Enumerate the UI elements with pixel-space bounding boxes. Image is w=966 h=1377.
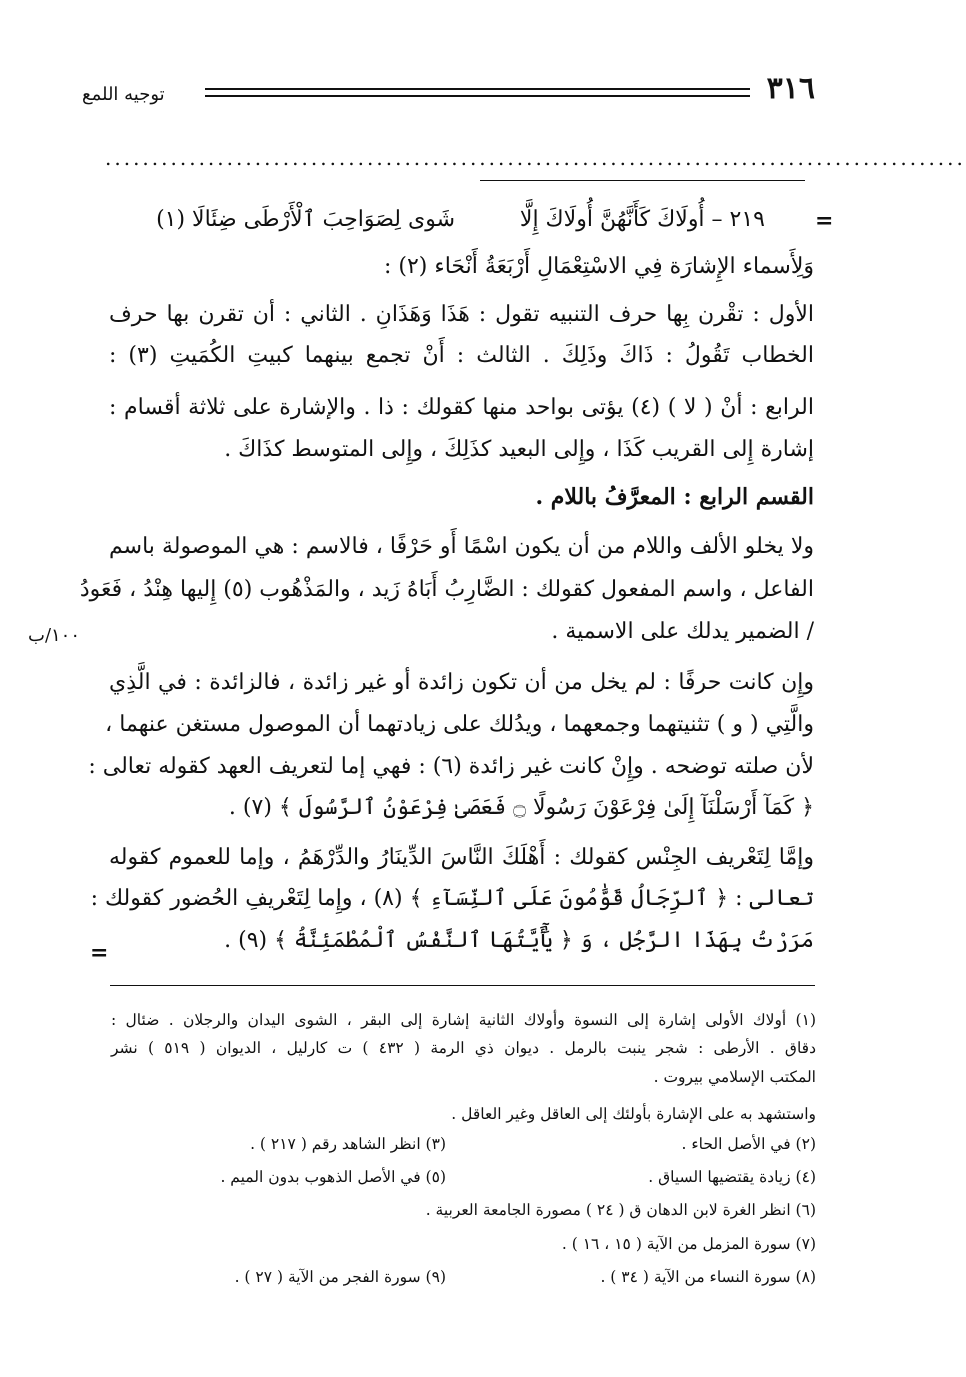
footnote-9: (٩) سورة الفجر من الآية ( ٢٧ ) . xyxy=(234,1268,446,1286)
footnote-4: (٤) زيادة يقتضيها السياق . xyxy=(648,1168,816,1186)
footnote-3: (٣) انظر الشاهد رقم ( ٢١٧ ) . xyxy=(250,1135,446,1153)
body-line: تعالى : ﴿ ٱلرِّجَالُ قَوَّٰمُونَ عَلَى ٱلنِّسَآءِ ﴾ (٨) ، وإِما لِتَعْريفِ الحُضور كقولك : xyxy=(90,886,814,911)
footnote-1-line: دقاق . الأرطى : شجر ينبت بالرمل . ديوان ذي الرمة ( ٤٣٢ ) ت كارليل ، الديوان ( ٥١٩ ) نشر xyxy=(111,1039,816,1057)
body-line: مَرَرْتُ بِهَذَا الرَّجُل ، وَ ﴿ يَٰٓأَيَّتُهَا ٱلنَّفْسُ ٱلْمُطْمَئِنَّةُ ﴾ (٩) . xyxy=(224,928,814,953)
footnote-1-line: المكتب الإسلامي بيروت . xyxy=(653,1068,816,1086)
body-line: وَلِأَسماء الإِشارَة فِي الاسْتِعْمَالِ أَرْبَعَةُ أَنْحَاء (٢) : xyxy=(383,254,814,279)
footnote-6: (٦) انظر الغرة لابن الدهان ق ( ٢٤ ) مصورة الجامعة العربية . xyxy=(425,1201,816,1219)
equals-mark-bottom: = xyxy=(90,940,109,966)
footnote-rule xyxy=(110,985,815,986)
footnote-5: (٥) في الأصل الذهوب بدون الميم . xyxy=(220,1168,446,1186)
body-line: الأول : تقْرن بِها حرف التنبيه تقول : هَذَا وَهَذَانِ . الثاني : أن تقرن بها حرف xyxy=(109,302,814,327)
body-line: وإمَّا لِتَعْريف الجِنْس كقولك : أَهْلَكَ النَّاسَ الدِّينَارُ والدِّرْهَمُ ، وإما للعموم كقوله xyxy=(109,845,814,870)
footnote-1-line: (١) أولاك الأولى إشارة إلى النسوة وأولاك الثانية إشارة إلى البقر ، الشوى اليدان والرجلان . ضئال : xyxy=(111,1011,816,1029)
body-line: لأن صلته توضحه . وإِنْ كانت غير زائدة (٦) : فهي إما لتعريف العهد كقوله تعالى : xyxy=(88,754,814,779)
manuscript-folio-note: ١٠٠/ب xyxy=(28,625,81,646)
verse-second-half: شَوى لِصَوَاحِبَ ٱلْأَرْطَى ضِئَالَا (١) xyxy=(156,207,455,232)
footnote-8: (٨) سورة النساء من الآية ( ٣٤ ) . xyxy=(600,1268,816,1286)
verse-first-half: ٢١٩ – أُولَاكَ كَأَنَّهُنَّ أُولَاكَ إِلَّا xyxy=(519,207,765,232)
body-line: ولا يخلو الألف واللام من أن يكون اسْمًا أَو حَرْفًا ، فالاسم : هي الموصولة باسم xyxy=(109,534,814,559)
dotted-separator: ............................................................................................ xyxy=(105,146,966,170)
running-title: توجيه اللمع xyxy=(82,84,165,105)
body-line: الرابع : أنْ ( لا ) (٤) يؤتى بواحد منها كقولك : ذا . والإشارة على ثلاثة أقسام : xyxy=(109,395,815,420)
footnote-1-line: واستشهد به على الإشارة بأولئك إلى العاقل وغير العاقل . xyxy=(451,1105,816,1123)
page-number: ٣١٦ xyxy=(766,71,815,106)
body-line: وإِن كانت حرفًا : لم يخل من أن تكون زائدة أو غير زائدة ، فالزائدة : في الَّذِي xyxy=(109,670,814,695)
body-line: / الضمير يدلك على الاسمية . xyxy=(551,619,814,644)
footnote-2: (٢) في الأصل الحاء . xyxy=(681,1135,816,1153)
header-double-rule xyxy=(205,88,750,97)
footnote-7: (٧) سورة المزمل من الآية ( ١٥ ، ١٦ ) . xyxy=(561,1235,816,1253)
separator-rule xyxy=(480,180,805,181)
section-heading: القسم الرابع : المعرَّفُ باللام . xyxy=(535,484,814,510)
body-line: الفاعل ، واسم المفعول كقولك : الضَّارِبُ أَبَاهُ زَيد ، والمَذْهُوب (٥) إِليها هِنْدُ ، فَعَودُ xyxy=(79,577,814,602)
equals-mark-top: = xyxy=(815,208,834,234)
body-line: الخطاب تَقُولُ : ذَاكَ وذَلِكَ . الثالث : أَنْ تجمع بينهما كبيتِ الكُمَيتِ (٣) : xyxy=(109,343,814,368)
body-line: والَّتِي ( و ) تثنيتهما وجمعهما ، ويدُلك على زيادتهما أن الموصول مستغن عنهما ، xyxy=(105,712,814,737)
body-line: إشارة إِلى القريب كَذَا ، وإِلى البعيد كذَلِكَ ، وإِلى المتوسط كذَاكَ . xyxy=(224,437,814,462)
quran-quote-line: ﴿ كَمَآ أَرْسَلْنَآ إِلَىٰ فِرْعَوْنَ رَسُولًا ۝ فَعَصَىٰ فِرْعَوْنُ ٱلرَّسُولَ ﴾ (٧) . xyxy=(228,795,814,820)
